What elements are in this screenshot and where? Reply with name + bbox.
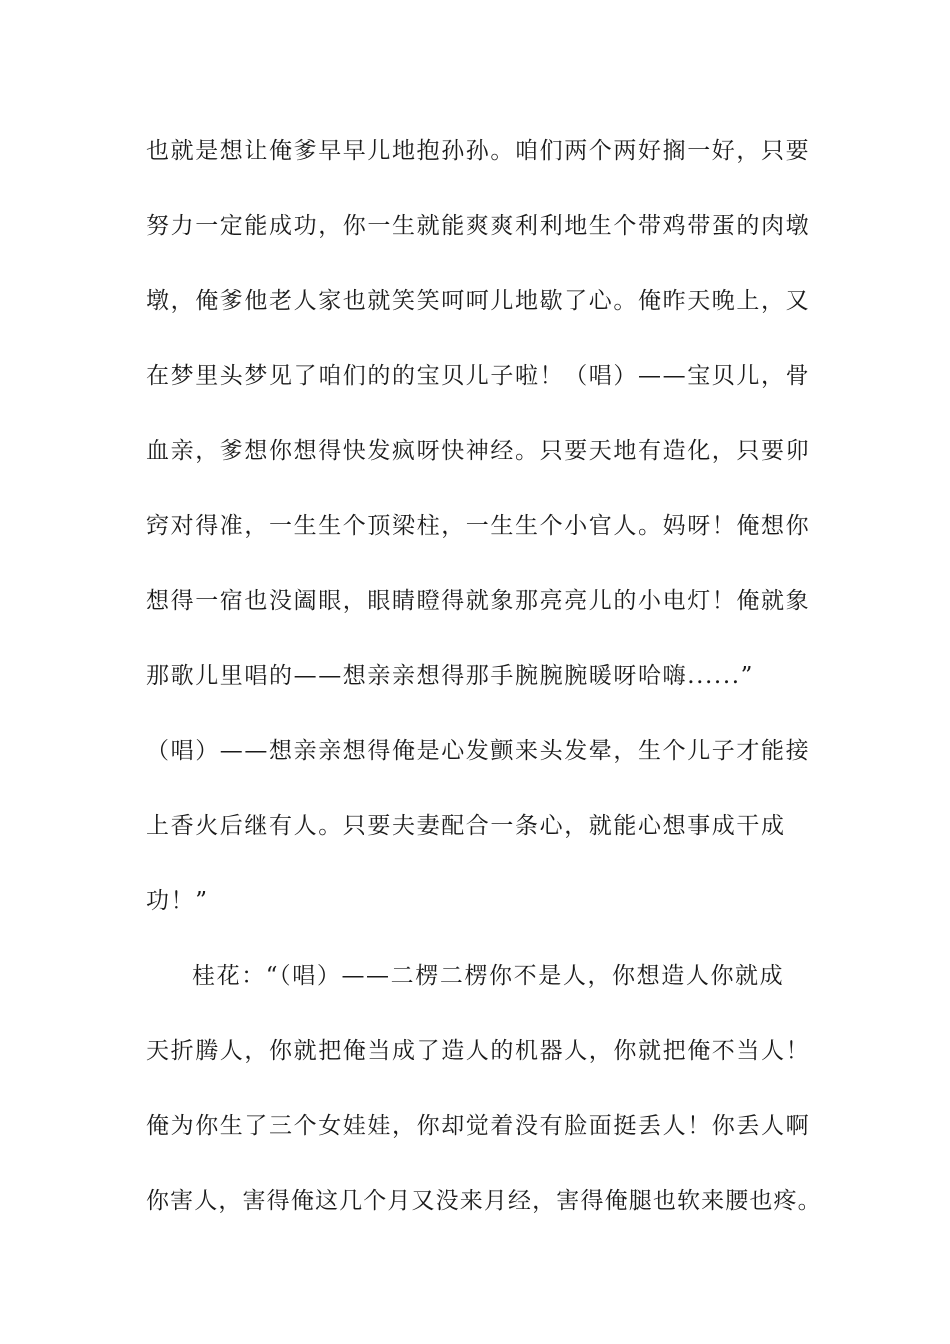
text-line: 血亲，爹想你想得快发疯呀快神经。只要天地有造化，只要卯 (146, 438, 811, 464)
text-line: 天折腾人，你就把俺当成了造人的机器人，你就把俺不当人！ (146, 1038, 811, 1064)
text-line: 上香火后继有人。只要夫妻配合一条心，就能心想事成干成 (146, 813, 786, 839)
text-line: 俺为你生了三个女娃娃，你却觉着没有脸面挺丢人！你丢人啊 (146, 1113, 811, 1139)
text-line: （唱）——想亲亲想得俺是心发颤来头发晕，生个儿子才能接 (146, 738, 811, 764)
text-line: 在梦里头梦见了咱们的的宝贝儿子啦！（唱）——宝贝儿，骨 (146, 363, 811, 389)
text-line: 墩，俺爹他老人家也就笑笑呵呵儿地歇了心。俺昨天晚上，又 (146, 288, 811, 314)
text-line: 窍对得准，一生生个顶梁柱，一生生个小官人。妈呀！俺想你 (146, 513, 811, 539)
text-line: 努力一定能成功，你一生就能爽爽利利地生个带鸡带蛋的肉墩 (146, 213, 811, 239)
text-line: 你害人，害得俺这几个月又没来月经，害得俺腿也软来腰也疼。 (146, 1188, 822, 1214)
text-line: 功！” (146, 888, 209, 914)
text-line: 那歌儿里唱的——想亲亲想得那手腕腕腕暖呀哈嗨......” (146, 663, 755, 689)
paragraph-start-line: 桂花：“（唱）——二楞二楞你不是人，你想造人你就成 (192, 963, 785, 989)
text-line: 想得一宿也没阖眼，眼睛瞪得就象那亮亮儿的小电灯！俺就象 (146, 588, 811, 614)
text-line: 也就是想让俺爹早早儿地抱孙孙。咱们两个两好搁一好，只要 (146, 138, 811, 164)
